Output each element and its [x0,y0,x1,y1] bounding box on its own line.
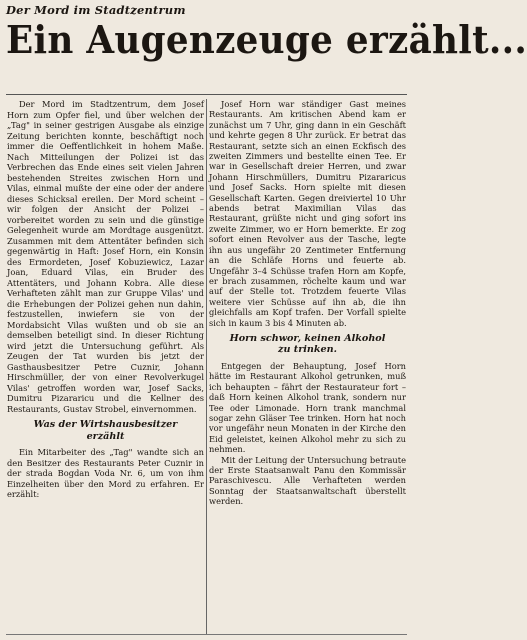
bottom-rule [6,634,407,635]
article-paragraph: Entgegen der Behauptung, Josef Horn hätte im Restaurant Alkohol getrunken, muß ich behaupten – fährt der Restaurateur fort – daß Horn keinen Alkohol trank, sondern nur Tee oder Limonade. Horn trank manchmal sogar zehn Gläser Tee trinken. Horn hat noch vor ungefähr neun Monaten in der Kirche den Eid geleistet, keinen Alkohol mehr zu sich zu nehmen. [209,360,406,455]
subheading-innkeeper [7,419,204,442]
article-paragraph: Mit der Leitung der Untersuchung betraute der Erste Staatsanwalt Panu den Kommissär Paraschivescu. Alle Verhafteten werden Sonntag der Staatsanwaltschaft überstellt werden. [209,454,406,507]
article-paragraph: Der Mord im Stadtzentrum, dem Josef Horn zum Opfer fiel, und über welchen der „Tag" in seiner gestrigen Ausgabe als einzige Zeitung berichten konnte, beschäftigt noch immer die Oeffentlichkeit in hohem Maße. Nach Mitteilungen der Polizei ist das Verbrechen das Ende eines seit vielen Jahren bestehenden Streites zwischen Horn und Vilas, einmal mußte der eine oder der andere dieses Schicksal ereilen. Der Mord scheint – wir folgen der Ansicht der Polizei – vorbereitet worden zu sein und die günstige Gelegenheit wurde am Mordtage ausgenützt. Zusammen mit dem Attentäter befinden sich gegenwärtig in Haft: Josef Horn, ein Konsin des Ermordeten, Josef Kobuziewicz, Lazar Joan, Eduard Vilas, ein Bruder des Attentäters, und Johann Kobra. Alle diese Verhafteten zählt man zur Gruppe Vilas' und die Erhebungen der Polizei gehen nun dahin, festzustellen, inwiefern sie von der Mordabsicht Vilas wußten und ob sie an demselben beteiligt sind. In dieser Richtung wird jetzt die Untersuchung geführt. Als Zeugen der Tat wurden bis jetzt der Gasthausbesitzer Petre Cuznir, Johann Hirschmüller, der von einer Revolverkugel Vilas' getroffen worden war, Josef Sacks, Dumitru Pizararicu und die Kellner des Restaurants, Gustav Strobel, einvernommen. [7,99,204,414]
right-column [209,99,406,507]
left-column [7,99,204,500]
subheading-line: zu trinken. [278,344,337,356]
column-divider [206,99,207,634]
kicker-line: Der Mord im Stadtzentrum [6,3,186,17]
article-paragraph: Josef Horn war ständiger Gast meines Restaurants. Am kritischen Abend kam er zunächst um 7 Uhr, ging dann in ein Geschäft und kehrte gegen 8 Uhr zurück. Er betrat das Restaurant, setzte sich an einen Eckfisch des zweiten Zimmers und bestellte einen Tee. Er war in Gesellschaft dreier Herren, und zwar Johann Hirschmüllers, Dumitru Pizararicus und Josef Sacks. Horn spielte mit diesen Gesellschaft Karten. Gegen dreiviertel 10 Uhr abends betrat Maximilian Vilas das Restaurant, grüßte nicht und ging sofort ins zweite Zimmer, wo er Horn bemerkte. Er zog sofort einen Revolver aus der Tasche, legte ihn aus ungefähr 20 Zentimeter Entfernung an die Schläfe Horns und feuerte ab. Ungefähr 3–4 Schüsse trafen Horn am Kopfe, er brach zusammen, röchelte kaum und war auf der Stelle tot. Trotzdem feuerte Vilas weitere vier Schüsse auf ihn ab, die ihn gleichfalls am Kopf trafen. Der Vorfall spielte sich in kaum 3 bis 4 Minuten ab. [209,99,406,328]
headline: Ein Augenzeuge erzählt... [6,17,527,62]
headline-rule [6,94,407,95]
subheading-line: erzählt [86,430,125,442]
subheading-line: Was der Wirtshausbesitzer [33,419,178,430]
subheading-alcohol [209,333,406,356]
subheading-line: Horn schwor, keinen Alkohol [229,332,386,344]
article-paragraph: Ein Mitarbeiter des „Tag" wandte sich an den Besitzer des Restaurants Peter Cuznir in der strada Bogdan Voda Nr. 6, um von ihm Einzelheiten über den Mord zu erfahren. Er erzählt: [7,447,204,499]
